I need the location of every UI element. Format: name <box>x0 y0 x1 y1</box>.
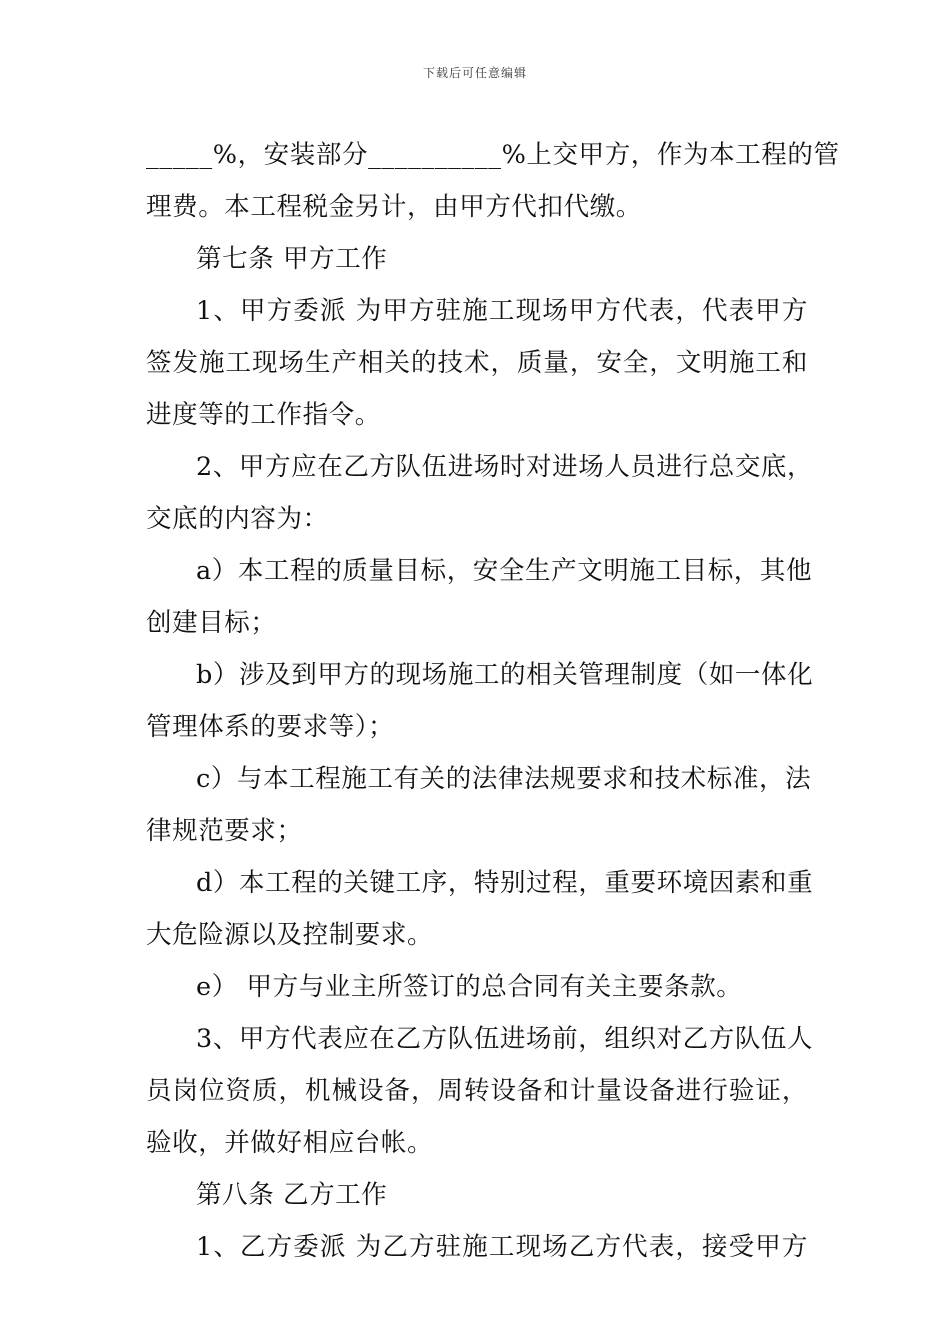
text-line: 大危险源以及控制要求。 <box>146 920 434 950</box>
text-line: 3、甲方代表应在乙方队伍进场前，组织对乙方队伍人 <box>196 1024 814 1054</box>
list-item: a）本工程的质量目标，安全生产文明施工目标，其他 <box>196 556 813 586</box>
text-line: 2、甲方应在乙方队伍进场时对进场人员进行总交底， <box>196 452 814 482</box>
text-line: 交底的内容为： <box>146 504 329 534</box>
list-item: d）本工程的关键工序，特别过程，重要环境因素和重 <box>196 868 814 898</box>
article-heading: 第七条 甲方工作 <box>196 244 388 274</box>
text-line: 验收，并做好相应台帐。 <box>146 1128 434 1158</box>
text-line: 签发施工现场生产相关的技术，质量，安全，文明施工和 <box>146 348 808 378</box>
text-line: 律规范要求； <box>146 816 303 846</box>
text-line: 管理体系的要求等）； <box>146 712 395 742</box>
text-line: 1、乙方委派 为乙方驻施工现场乙方代表，接受甲方 <box>196 1232 808 1262</box>
text-line: 员岗位资质，机械设备，周转设备和计量设备进行验证， <box>146 1076 808 1106</box>
document-body <box>146 129 840 1273</box>
list-item: c）与本工程施工有关的法律法规要求和技术标准，法 <box>196 764 812 794</box>
list-item: b）涉及到甲方的现场施工的相关管理制度（如一体化 <box>196 660 814 690</box>
article-heading: 第八条 乙方工作 <box>196 1180 388 1210</box>
text-line: 1、甲方委派 为甲方驻施工现场甲方代表，代表甲方 <box>196 296 808 326</box>
text-line: _____%，安装部分__________%上交甲方，作为本工程的管 <box>146 140 840 170</box>
text-line: 创建目标； <box>146 608 277 638</box>
page-header: 下载后可任意编辑 <box>422 66 527 80</box>
text-line: 理费。本工程税金另计，由甲方代扣代缴。 <box>146 192 642 222</box>
list-item: e） 甲方与业主所签订的总合同有关主要条款。 <box>196 972 743 1002</box>
text-line: 进度等的工作指令。 <box>146 400 381 430</box>
